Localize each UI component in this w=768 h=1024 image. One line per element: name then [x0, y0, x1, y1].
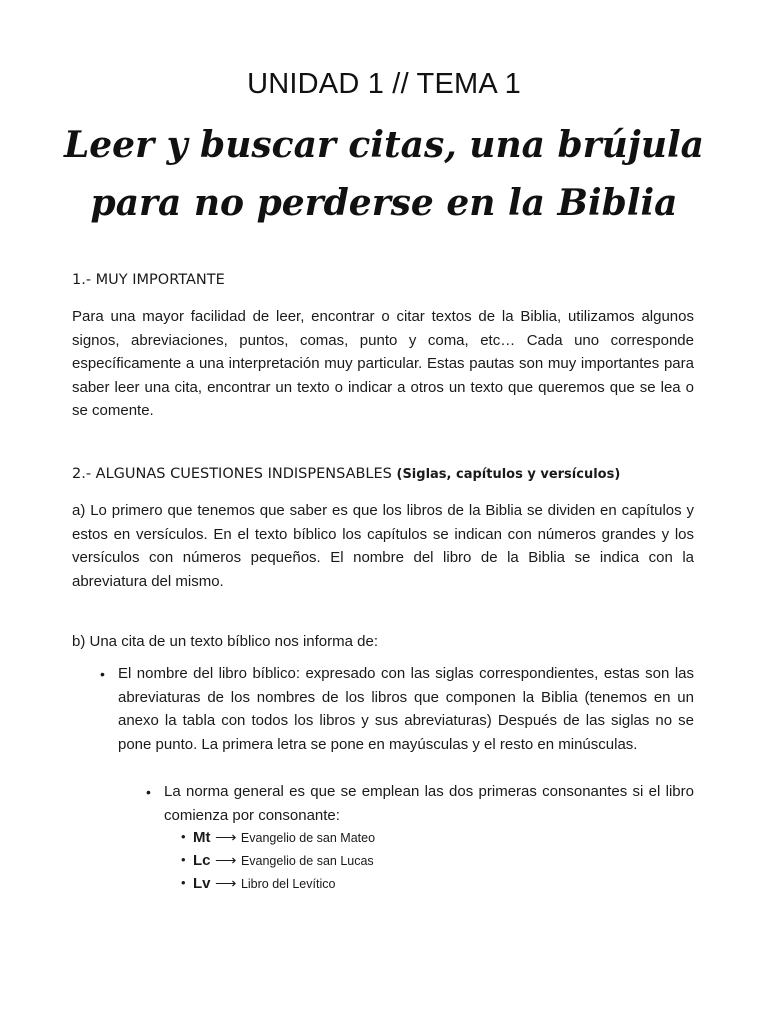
section-2-heading-main: 2.- ALGUNAS CUESTIONES INDISPENSABLES — [72, 466, 392, 482]
abbreviation-name: Libro del Levítico — [240, 877, 336, 891]
section-1-heading: 1.- MUY IMPORTANTE — [72, 272, 225, 288]
unit-label: UNIDAD 1 // TEMA 1 — [247, 68, 521, 100]
sub-bullet-1-text: La norma general es que se emplean las dos primeras consonantes si el libro comienza por consonante: — [164, 783, 694, 824]
bullet-1-text: El nombre del libro bíblico: expresado con las siglas correspondientes, estas son las abreviaturas de los nombres de los libros que componen la Biblia (tenemos en un anexo la tabla con todos los libros y sus abreviaturas) Después de las siglas no se pone punto. La primera letra se pone en mayúsculas y el resto en minúsculas. — [118, 665, 694, 753]
abbreviation-marker: • — [181, 829, 186, 844]
page-title — [40, 116, 728, 232]
abbreviation-code: Lc — [193, 852, 211, 869]
sub-bullet-1-marker: • — [146, 784, 151, 800]
section-2-heading-sub: (Siglas, capítulos y versículos) — [396, 467, 621, 482]
abbreviation-item — [181, 851, 374, 870]
abbreviation-name: Evangelio de san Mateo — [240, 831, 376, 845]
abbreviation-item — [181, 874, 336, 893]
arrow-right-icon: ⟶ — [214, 852, 237, 869]
paragraph-a: a) Lo primero que tenemos que saber es que los libros de la Biblia se dividen en capítulos y estos en versículos. En el texto bíblico los capítulos se indican con números grandes y los versículos con números pequeños. El nombre del libro de la Biblia se indica con la abreviatura del mismo. — [72, 502, 694, 590]
section-1-paragraph: Para una mayor facilidad de leer, encontrar o citar textos de la Biblia, utilizamos algunos signos, abreviaciones, puntos, comas, punto y coma, etc… Cada uno corresponde específicamente a una interpretación muy particular. Estas pautas son muy importantes para saber leer una cita, encontrar un texto o indicar a otros un texto que queremos que se lea o se comente. — [72, 308, 694, 419]
abbreviation-item — [181, 828, 376, 847]
title-line-2: para no perderse en la Biblia — [90, 182, 678, 224]
arrow-right-icon: ⟶ — [214, 829, 237, 846]
abbreviation-code: Mt — [193, 829, 211, 846]
paragraph-b: b) Una cita de un texto bíblico nos informa de: — [72, 633, 379, 650]
abbreviation-code: Lv — [193, 875, 211, 892]
abbreviation-marker: • — [181, 875, 186, 890]
bullet-1-marker: • — [100, 666, 105, 682]
section-2-heading — [72, 466, 620, 482]
title-line-1: Leer y buscar citas, una brújula — [63, 124, 705, 166]
arrow-right-icon: ⟶ — [214, 875, 237, 892]
abbreviation-marker: • — [181, 852, 186, 867]
abbreviation-name: Evangelio de san Lucas — [240, 854, 374, 868]
